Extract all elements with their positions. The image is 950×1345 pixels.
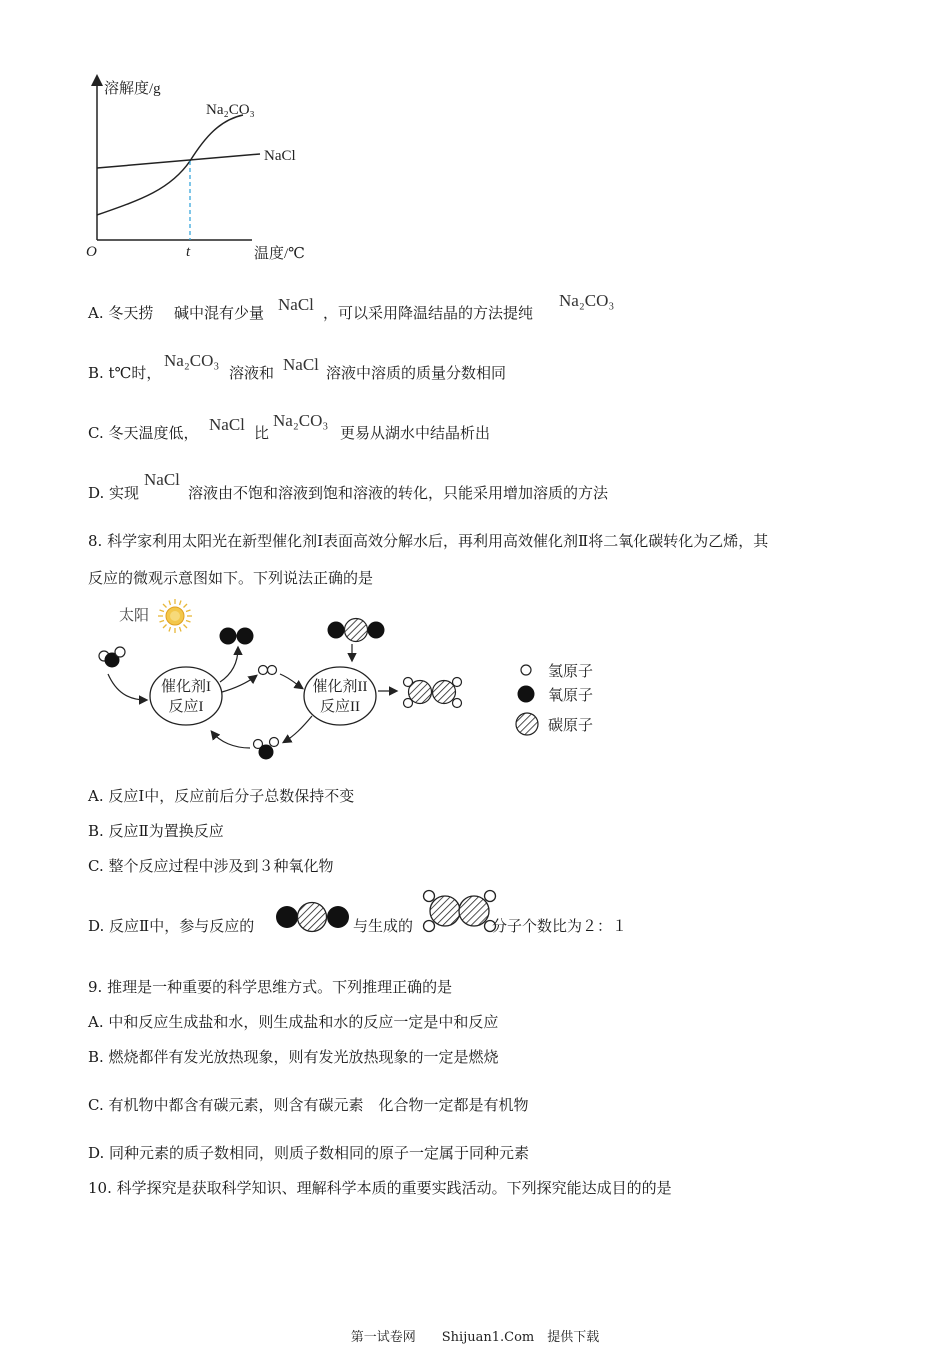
catalyst2-label: 催化剂II — [312, 679, 368, 695]
q7-b-mid: 溶液和 — [229, 364, 275, 382]
legend-hydrogen: 氢原子 — [548, 664, 594, 680]
q7-a-formula-nacl: NaCl — [278, 295, 314, 314]
q7-b-formula-nacl: NaCl — [283, 355, 319, 374]
sun-icon — [158, 599, 192, 633]
q8-option-b: B. 反应Ⅱ为置换反应 — [88, 822, 224, 840]
q7-d-formula-nacl: NaCl — [144, 470, 180, 489]
q8-d-prefix: D. 反应Ⅱ中，参与反应的 — [88, 917, 255, 935]
diagram-legend — [516, 663, 593, 735]
water-molecule-in — [99, 647, 125, 668]
arrow-h2-to-cat2 — [280, 674, 302, 688]
reaction1-label: 反应I — [168, 699, 204, 715]
arrow-water-to-cat1 — [108, 674, 146, 700]
q8-d-suffix: 分子个数比为２：１ — [492, 917, 628, 935]
q9-option-c: C. 有机物中都含有碳元素，则含有碳元素 化合物一定都是有机物 — [88, 1096, 529, 1114]
q9-option-b: B. 燃烧都伴有发光放热现象，则有发光放热现象的一定是燃烧 — [88, 1048, 499, 1066]
q7-a-prefix: A. 冬天捞 — [88, 304, 154, 322]
catalyst1-ellipse — [150, 667, 222, 725]
ethylene-molecule — [404, 678, 462, 708]
q7-a-formula-na2co3: Na₂CO₃ — [559, 291, 615, 310]
catalyst1-label: 催化剂I — [161, 679, 211, 695]
q8-option-a: A. 反应Ⅰ中，反应前后分子总数保持不变 — [88, 787, 355, 805]
q7-d-suffix: 溶液由不饱和溶液到饱和溶液的转化，只能采用增加溶质的方法 — [188, 484, 609, 502]
q7-d-prefix: D. 实现 — [88, 484, 140, 502]
q7-c-suffix: 更易从湖水中结晶析出 — [340, 424, 491, 442]
q7-c-formula-na2co3: Na₂CO₃ — [273, 411, 329, 430]
q7-b-suffix: 溶液中溶质的质量分数相同 — [326, 364, 507, 382]
x-axis-label: 温度/℃ — [254, 246, 305, 262]
reaction-diagram — [80, 592, 620, 772]
q7-a-mid2: ，可以采用降温结晶的方法提纯 — [323, 304, 534, 322]
arrow-cat2-to-water — [284, 716, 312, 742]
y-axis-label: 溶解度/g — [104, 81, 161, 97]
arrow-water-to-cat1-back — [212, 732, 250, 748]
q7-b-prefix: B. t℃时， — [88, 364, 162, 382]
nacl-series-label: NaCl — [264, 148, 296, 164]
q8-stem-line1: 8. 科学家利用太阳光在新型催化剂Ⅰ表面高效分解水后，再利用高效催化剂Ⅱ将二氧化碳转化为乙烯，其 — [88, 532, 769, 550]
na2co3-series-label: Na₂CO₃ — [206, 102, 255, 118]
legend-carbon: 碳原子 — [548, 718, 594, 734]
q8-stem-line2: 反应的微观示意图如下。下列说法正确的是 — [88, 569, 374, 587]
q9-option-a: A. 中和反应生成盐和水，则生成盐和水的反应一定是中和反应 — [88, 1013, 499, 1031]
q8-d-mid: 与生成的 — [353, 917, 414, 935]
q9-stem: 9. 推理是一种重要的科学思维方式。下列推理正确的是 — [88, 978, 453, 996]
catalyst2-ellipse — [304, 667, 376, 725]
legend-oxygen: 氧原子 — [548, 688, 594, 704]
co2-molecule-in — [328, 619, 385, 642]
q7-c-mid: 比 — [254, 424, 270, 442]
t-tick-label: t — [186, 244, 191, 260]
q7-c-formula-nacl: NaCl — [209, 415, 245, 434]
na2co3-curve — [97, 115, 243, 215]
q7-b-formula-na2co3: Na₂CO₃ — [164, 351, 220, 370]
arrow-cat1-to-o2 — [220, 648, 238, 682]
q8-option-c: C. 整个反应过程中涉及到３种氧化物 — [88, 857, 334, 875]
q10-stem: 10. 科学探究是获取科学知识、理解科学本质的重要实践活动。下列探究能达成目的的是 — [88, 1179, 672, 1197]
reaction2-label: 反应II — [320, 699, 360, 715]
ethylene-molecule-icon — [418, 886, 498, 936]
solubility-chart — [80, 72, 330, 272]
page-footer: 第一试卷网 Shijuan1.Com 提供下载 — [350, 1330, 600, 1345]
q7-c-prefix: C. 冬天温度低， — [88, 424, 199, 442]
arrow-cat1-to-h2 — [222, 676, 256, 692]
oxygen-molecule — [220, 628, 254, 645]
hydrogen-molecule — [259, 666, 277, 675]
origin-label: O — [86, 244, 97, 260]
sun-label: 太阳 — [119, 608, 150, 624]
q7-a-mid1: 碱中混有少量 — [174, 304, 265, 322]
nacl-line — [97, 154, 260, 168]
q9-option-d: D. 同种元素的质子数相同，则质子数相同的原子一定属于同种元素 — [88, 1144, 530, 1162]
water-molecule-out — [254, 738, 279, 760]
co2-molecule-icon — [274, 900, 354, 934]
